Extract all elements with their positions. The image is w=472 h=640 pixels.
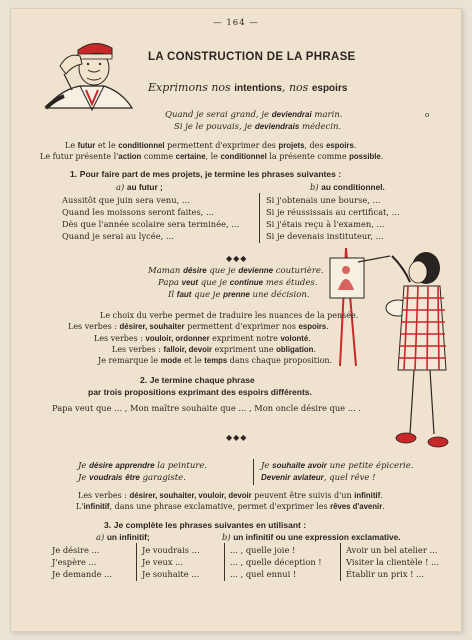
exercise-3-c2-line-1: Je voudrais ... (142, 545, 200, 555)
example-quote-3-a-line-2: Je voudrais être garagiste. (78, 473, 186, 483)
exercise-1-a-line-3: Dès que l'année scolaire sera terminée, ... (62, 219, 240, 229)
exercise-1-b-line-1: Si j'obtenais une bourse, ... (266, 195, 381, 205)
exercise-3-c1-line-2: J'espère ... (52, 557, 97, 567)
example-quote-1-line-2: Si je le pouvais, je deviendrais médecin. (174, 122, 342, 132)
girl-painter-illustration (318, 238, 458, 456)
exercise-3-title: 3. Je complète les phrases suivantes en utilisant : (104, 520, 307, 530)
exercise-3-c3-line-1: ... , quelle joie ! (230, 545, 296, 555)
rule-1-line-2: Le futur présente l'action comme certaine, le conditionnel la présente comme possible. (40, 152, 384, 161)
exercise-3-c2-line-2: Je veux ... (142, 557, 184, 567)
exercise-3-divider-1 (136, 543, 137, 581)
exercise-3-head-a: a) un infinitif; (96, 532, 150, 542)
stray-mark: o (425, 111, 430, 119)
rule-3-line-1: Les verbes : désirer, souhaiter, vouloir, devoir peuvent être suivis d'un infinitif. (78, 491, 383, 500)
separator-diamonds-1: ◆◆◆ (226, 254, 248, 263)
exercise-3-head-b: b) un infinitif ou une expression exclamative. (222, 532, 401, 542)
example-quote-2-line-1: Maman désire que je devienne couturière. (148, 266, 324, 276)
example-quote-2-line-2: Papa veut que je continue mes études. (158, 278, 318, 288)
separator-diamonds-2: ◆◆◆ (226, 433, 248, 442)
rule-2-line-2: Les verbes : désirer, souhaiter permettent d'exprimer nos espoirs. (68, 322, 329, 331)
exercise-3-c4-line-3: Établir un prix ! ... (346, 569, 425, 579)
exercise-3-divider-3 (340, 543, 341, 581)
exercise-1-a-line-1: Aussitôt que juin sera venu, ... (62, 195, 190, 205)
exercise-1-b-line-3: Si j'étais reçu à l'examen, ... (266, 219, 385, 229)
lesson-title: LA CONSTRUCTION DE LA PHRASE (148, 51, 356, 63)
exercise-3-c1-line-3: Je demande ... (52, 569, 113, 579)
lesson-subtitle: Exprimons nos intentions, nos espoirs (148, 81, 348, 94)
exercise-3-c4-line-2: Visiter la clientèle ! ... (346, 557, 440, 567)
example-quote-3-b-line-1: Je souhaite avoir une petite épicerie. (261, 461, 414, 471)
exercise-3-c4-line-1: Avoir un bel atelier ... (346, 545, 438, 555)
exercise-3-c2-line-3: Je souhaite ... (142, 569, 200, 579)
exercise-1-b-line-2: Si je réussissais au certificat, ... (266, 207, 400, 217)
exercise-1-a-line-2: Quand les moissons seront faites, ... (62, 207, 214, 217)
exercise-3-divider-2 (224, 543, 225, 581)
rule-1-line-1: Le futur et le conditionnel permettent d'exprimer des projets, des espoirs. (65, 141, 357, 150)
sailor-boy-illustration (40, 30, 140, 112)
rule-3-line-2: L'infinitif, dans une phrase exclamative, permet d'exprimer les rêves d'avenir. (76, 502, 385, 511)
exercise-3-c1-line-1: Je désire ... (52, 545, 100, 555)
page-number: — 164 — (213, 18, 259, 28)
exercise-2-title-line-1: 2. Je termine chaque phrase (140, 375, 255, 385)
rule-2-line-3: Les verbes : vouloir, ordonner expriment notre volonté. (94, 334, 311, 343)
exercise-1-b-line-4: Si je devenais instituteur, ... (266, 231, 384, 241)
rule-2-line-5: Je remarque le mode et le temps dans chaque proposition. (98, 356, 333, 365)
exercise-1-head-b: b) au conditionnel. (310, 182, 385, 192)
exercise-2-title-line-2: par trois propositions exprimant des espoirs différents. (88, 387, 312, 397)
rule-2-line-4: Les verbes : falloir, devoir expriment une obligation. (112, 345, 316, 354)
quote-3-divider (253, 459, 254, 485)
exercise-3-c3-line-2: ... , quelle déception ! (230, 557, 322, 567)
example-quote-3-b-line-2: Devenir aviateur, quel rêve ! (261, 473, 376, 483)
exercise-1-title: 1. Pour faire part de mes projets, je termine les phrases suivantes : (70, 169, 342, 179)
rule-2-line-1: Le choix du verbe permet de traduire les nuances de la pensée. (100, 311, 359, 320)
exercise-1-a-line-4: Quand je serai au lycée, ... (62, 231, 174, 241)
example-quote-3-a-line-1: Je désire apprendre la peinture. (78, 461, 208, 471)
exercise-3-c3-line-3: ... , quel ennui ! (230, 569, 297, 579)
example-quote-1-line-1: Quand je serai grand, je deviendrai marin. (165, 110, 343, 120)
exercise-1-divider (259, 193, 260, 243)
example-quote-2-line-3: Il faut que je prenne une décision. (168, 290, 310, 300)
exercise-1-head-a: a) au futur ; (116, 182, 163, 192)
exercise-2-line: Papa veut que ... , Mon maître souhaite que ... , Mon oncle désire que ... . (52, 403, 361, 413)
